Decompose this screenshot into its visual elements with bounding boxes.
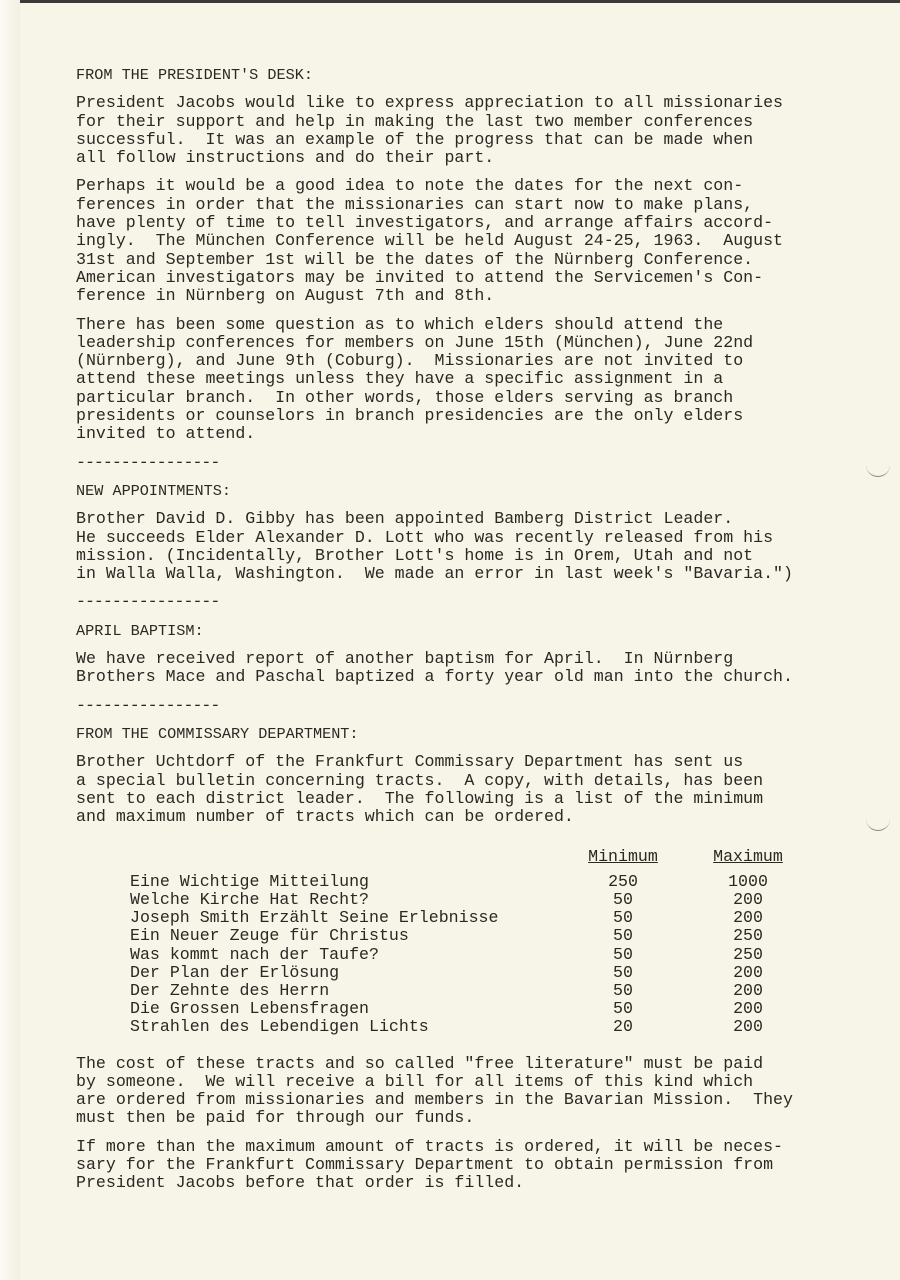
table-row: [130, 909, 818, 927]
section-heading: NEW APPOINTMENTS:: [76, 481, 231, 500]
tract-name: Joseph Smith Erzählt Seine Erlebnisse: [130, 908, 499, 928]
header-blank: [130, 848, 568, 872]
tract-max: 250: [733, 926, 763, 946]
tract-name: Eine Wichtige Mitteilung: [130, 871, 369, 891]
tract-name: Welche Kirche Hat Recht?: [130, 889, 369, 909]
tract-min: 50: [613, 926, 633, 946]
tract-min: 50: [613, 908, 633, 928]
document-body: [76, 66, 888, 1203]
table-row: [130, 946, 818, 964]
table-row: [130, 873, 818, 891]
header-minimum: Minimum: [588, 847, 658, 867]
left-margin-strip: [0, 0, 20, 1280]
paragraph: There has been some question as to which elders should attend the leadership conferences for members on June 15th (München), June 22nd (Nürnberg), and June 9th (Coburg). Missionaries are not invited to attend these meetings unless they have a specific assignment in a particular branch. In other words, those elders serving as branch presidents or counselors in branch presidencies are the only elders invited to attend.: [76, 314, 754, 444]
tract-name: Der Zehnte des Herrn: [130, 980, 330, 1000]
table-row: [130, 1000, 818, 1018]
section-heading: FROM THE PRESIDENT'S DESK:: [76, 66, 313, 84]
commissary-section: [76, 725, 888, 1193]
tract-min: 50: [613, 999, 633, 1019]
tract-min: 50: [613, 889, 633, 909]
table-row: [130, 964, 818, 982]
header-maximum: Maximum: [713, 847, 783, 867]
paragraph: President Jacobs would like to express appreciation to all missionaries for their support and help in making the last two member conferences successful. It was an example of the progress that can be made when all follow instructions and do their part.: [76, 93, 784, 168]
table-row: [130, 1018, 818, 1036]
paragraph: We have received report of another baptism for April. In Nürnberg Brothers Mace and Paschal baptized a forty year old man into the church.: [76, 649, 793, 687]
section-divider: ----------------: [76, 452, 220, 472]
section-heading: APRIL BAPTISM:: [76, 621, 204, 640]
tract-max: 200: [733, 908, 763, 928]
tract-min: 50: [613, 944, 633, 964]
appointments-section: [76, 482, 888, 583]
tract-min: 250: [608, 871, 638, 891]
tract-max: 200: [733, 962, 763, 982]
tract-max: 1000: [728, 871, 768, 891]
tract-name: Was kommt nach der Taufe?: [130, 944, 379, 964]
section-heading: FROM THE COMMISSARY DEPARTMENT:: [76, 724, 359, 743]
top-edge-shadow: [0, 0, 900, 3]
tract-max: 250: [733, 944, 763, 964]
tract-min: 50: [613, 980, 633, 1000]
paragraph: The cost of these tracts and so called "free literature" must be paid by someone. We will receive a bill for all items of this kind which are ordered from missionaries and members in the Bavarian Mission. They must then be paid for through our funds.: [76, 1053, 793, 1128]
table-row: [130, 891, 818, 909]
tracts-table: [130, 848, 818, 1036]
president-section: [76, 66, 888, 444]
tract-name: Der Plan der Erlösung: [130, 962, 340, 982]
tract-max: 200: [733, 1017, 763, 1037]
tract-max: 200: [733, 889, 763, 909]
table-row: [130, 927, 818, 945]
paragraph: Perhaps it would be a good idea to note the dates for the next con- ferences in order that the missionaries can start now to make plans, have plenty of time to tell investigators, and arrange affairs accord- ingly. The München Conference will be held August 24-25, 1963. August 31st and September 1st will be the dates of the Nürnberg Conference. American investigators may be invited to attend the Servicemen's Con- ference in Nürnberg on August 7th and 8th.: [76, 176, 784, 306]
tract-name: Strahlen des Lebendigen Lichts: [130, 1017, 429, 1037]
tract-name: Die Grossen Lebensfragen: [130, 999, 369, 1019]
tract-max: 200: [733, 980, 763, 1000]
table-header-row: [130, 848, 818, 872]
paragraph: Brother David D. Gibby has been appointed Bamberg District Leader. He succeeds Elder Alexander D. Lott who was recently released from his mission. (Incidentally, Brother Lott's home is in Orem, Utah and not in Walla Walla, Washington. We made an error in last week's "Bavaria."): [76, 509, 793, 584]
table-row: [130, 982, 818, 1000]
tract-name: Ein Neuer Zeuge für Christus: [130, 926, 409, 946]
section-divider: ----------------: [76, 592, 220, 612]
baptism-section: [76, 622, 888, 687]
tract-min: 20: [613, 1017, 633, 1037]
section-divider: ----------------: [76, 695, 220, 715]
tract-max: 200: [733, 999, 763, 1019]
paragraph: If more than the maximum amount of tracts is ordered, it will be neces- sary for the Frankfurt Commissary Department to obtain permission from President Jacobs before that order is filled.: [76, 1136, 784, 1193]
tract-min: 50: [613, 962, 633, 982]
paragraph: Brother Uchtdorf of the Frankfurt Commissary Department has sent us a special bulletin concerning tracts. A copy, with details, has been sent to each district leader. The following is a list of the minimum and maximum number of tracts which can be ordered.: [76, 752, 764, 827]
